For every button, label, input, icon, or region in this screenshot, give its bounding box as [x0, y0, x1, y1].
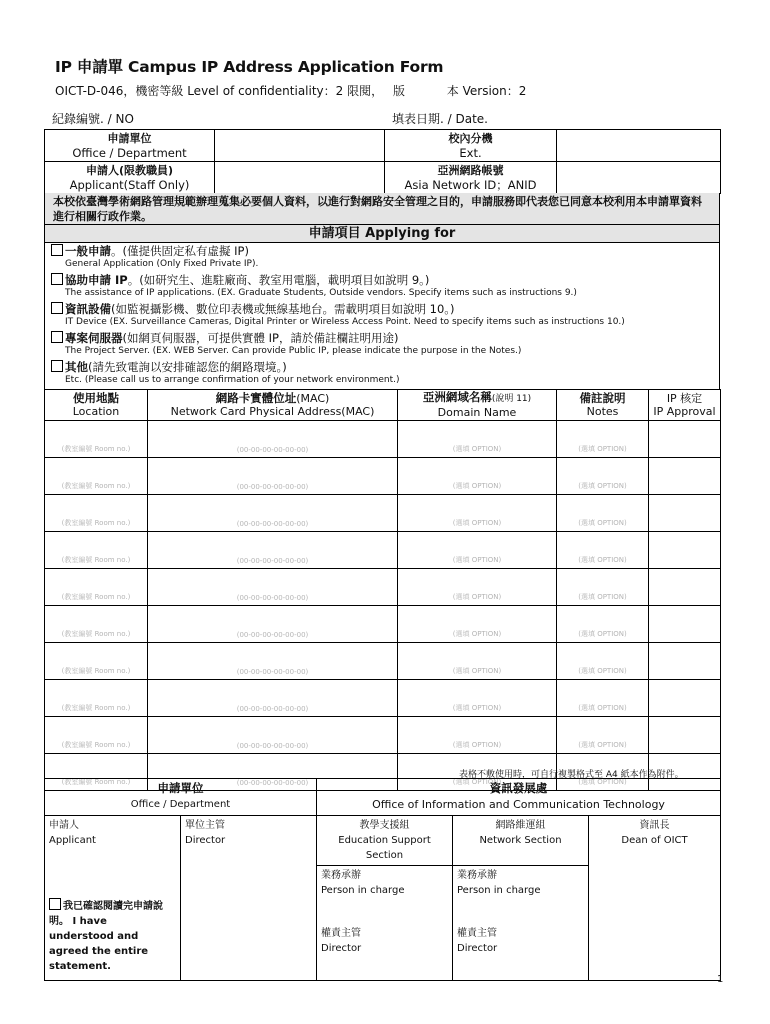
cell-location[interactable]: (教室編號 Room no.) — [45, 532, 148, 569]
anid-field[interactable] — [557, 162, 721, 194]
cell-location[interactable]: (教室編號 Room no.) — [45, 458, 148, 495]
column-header-domain: 亞洲網域名稱(說明 11) Domain Name — [398, 390, 557, 421]
dean-sign-cell[interactable]: 資訊長 Dean of OICT — [589, 816, 721, 981]
cell-mac[interactable]: (00-00-00-00-00-00) — [148, 421, 398, 458]
cell-domain[interactable]: (選填 OPTION) — [398, 643, 557, 680]
checkbox-other[interactable] — [51, 360, 63, 372]
anid-label: 亞洲網路帳號 Asia Network ID；ANID — [385, 162, 557, 194]
cell-notes[interactable]: (選填 OPTION) — [557, 458, 649, 495]
cell-approval[interactable] — [649, 495, 721, 532]
cell-mac[interactable]: (00-00-00-00-00-00) — [148, 754, 398, 791]
table-row — [45, 569, 721, 606]
device-table — [44, 389, 721, 791]
doc-code-text: OICT-D-046，機密等級 Level of confidentiality：2 限閱， — [55, 84, 384, 98]
cell-location[interactable]: (教室編號 Room no.) — [45, 421, 148, 458]
column-header-notes: 備註說明 Notes — [557, 390, 649, 421]
cell-mac[interactable]: (00-00-00-00-00-00) — [148, 717, 398, 754]
table-row — [45, 606, 721, 643]
applying-for-heading: 申請項目 Applying for — [44, 225, 720, 243]
cell-notes[interactable]: (選填 OPTION) — [557, 754, 649, 791]
unit-director-sign-cell[interactable]: 單位主管 Director — [181, 816, 317, 981]
record-number-label: 紀錄編號. / NO — [52, 112, 134, 126]
net-person-director-sign-cell[interactable]: 業務承辦 Person in charge 權責主管 Director — [453, 866, 589, 981]
cell-mac[interactable]: (00-00-00-00-00-00) — [148, 643, 398, 680]
page-number: 1 — [717, 974, 724, 985]
device-table-header — [45, 390, 721, 421]
office-department-field[interactable] — [215, 130, 385, 162]
cell-approval[interactable] — [649, 421, 721, 458]
cell-notes[interactable]: (選填 OPTION) — [557, 421, 649, 458]
cell-approval[interactable] — [649, 606, 721, 643]
agree-statement: 我已確認閱讀完申請說明。 I have understood and agreed the entire statement. — [49, 901, 163, 972]
network-section-sign-cell[interactable]: 網路維運組 Network Section — [453, 816, 589, 866]
checkbox-assist-ip[interactable] — [51, 273, 63, 285]
cell-location[interactable]: (教室編號 Room no.) — [45, 569, 148, 606]
applicant-field[interactable] — [215, 162, 385, 194]
cell-mac[interactable]: (00-00-00-00-00-00) — [148, 569, 398, 606]
cell-notes[interactable]: (選填 OPTION) — [557, 532, 649, 569]
column-header-mac: 網路卡實體位址(MAC) Network Card Physical Address(MAC) — [148, 390, 398, 421]
cell-approval[interactable] — [649, 680, 721, 717]
date-label: 填表日期. / Date. — [392, 112, 488, 126]
cell-location[interactable]: (教室編號 Room no.) — [45, 643, 148, 680]
cell-domain[interactable]: (選填 OPTION) — [398, 495, 557, 532]
cell-notes[interactable]: (選填 OPTION) — [557, 495, 649, 532]
cell-mac[interactable]: (00-00-00-00-00-00) — [148, 532, 398, 569]
option-assist-ip: 協助申請 IP。(如研究生、進駐廠商、教室用電腦，載明項目如說明 9。) The assistance of IP applications. (EX. Graduate Students, Outside vendors. Specify items such as instructions 9.) — [51, 273, 577, 299]
table-row — [45, 643, 721, 680]
applicant-info-table — [44, 129, 721, 194]
cell-domain[interactable]: (選填 OPTION) — [398, 717, 557, 754]
sign-office-header: 申請單位 Office / Department — [45, 779, 317, 816]
cell-domain[interactable]: (選填 OPTION) — [398, 680, 557, 717]
column-header-approval: IP 核定 IP Approval — [649, 390, 721, 421]
cell-notes[interactable]: (選填 OPTION) — [557, 606, 649, 643]
cell-domain[interactable]: (選填 OPTION) — [398, 458, 557, 495]
option-project-server: 專案伺服器(如網頁伺服器，可提供實體 IP，請於備註欄註明用途) The Project Server. (EX. WEB Server. Can provide Public IP, please indicate the purpose in the Notes.) — [51, 331, 521, 357]
extension-field[interactable] — [557, 130, 721, 162]
version-label: 版 — [392, 84, 405, 98]
option-it-device: 資訊設備(如監視攝影機、數位印表機或無線基地台。需載明項目如說明 10。) IT Device (EX. Surveillance Cameras, Digital Printer or Wireless Access Point. Need to specify items such as instructions 10.) — [51, 302, 625, 328]
cell-domain[interactable]: (選填 OPTION) — [398, 421, 557, 458]
edu-person-director-sign-cell[interactable]: 業務承辦 Person in charge 權責主管 Director — [317, 866, 453, 981]
checkbox-project-server[interactable] — [51, 331, 63, 343]
document-code — [55, 82, 526, 99]
cell-domain[interactable]: (選填 OPTION) — [398, 754, 557, 791]
cell-notes[interactable]: (選填 OPTION) — [557, 717, 649, 754]
cell-domain[interactable]: (選填 OPTION) — [398, 606, 557, 643]
sign-oict-header: 資訊發展處 Office of Information and Communication Technology — [317, 779, 721, 816]
education-support-sign-cell[interactable]: 教學支援組 Education Support Section — [317, 816, 453, 866]
cell-domain[interactable]: (選填 OPTION) — [398, 569, 557, 606]
table-row — [45, 532, 721, 569]
extension-label: 校內分機 Ext. — [385, 130, 557, 162]
column-header-location: 使用地點 Location — [45, 390, 148, 421]
cell-approval[interactable] — [649, 643, 721, 680]
cell-notes[interactable]: (選填 OPTION) — [557, 569, 649, 606]
cell-mac[interactable]: (00-00-00-00-00-00) — [148, 680, 398, 717]
cell-location[interactable]: (教室編號 Room no.) — [45, 495, 148, 532]
cell-mac[interactable]: (00-00-00-00-00-00) — [148, 495, 398, 532]
option-general: 一般申請。(僅提供固定私有虛擬 IP) General Application (Only Fixed Private IP). — [51, 244, 258, 270]
cell-location[interactable]: (教室編號 Room no.) — [45, 754, 148, 791]
page-title: IP 申請單 Campus IP Address Application Form — [55, 58, 444, 76]
privacy-notice: 本校依臺灣學術網路管理規範辦理蒐集必要個人資料，以進行對網路安全管理之目的，申請服務即代表您已同意本校利用本申請單資料進行相關行政作業。 — [44, 193, 720, 225]
cell-notes[interactable]: (選填 OPTION) — [557, 680, 649, 717]
version-text: 本 Version：2 — [446, 84, 527, 98]
table-row — [45, 421, 721, 458]
checkbox-general[interactable] — [51, 244, 63, 256]
table-row — [45, 680, 721, 717]
office-department-label: 申請單位 Office / Department — [45, 130, 215, 162]
cell-approval[interactable] — [649, 532, 721, 569]
agree-checkbox[interactable] — [49, 898, 61, 910]
cell-approval[interactable] — [649, 717, 721, 754]
table-row — [45, 495, 721, 532]
table-row — [45, 717, 721, 754]
cell-mac[interactable]: (00-00-00-00-00-00) — [148, 606, 398, 643]
cell-notes[interactable]: (選填 OPTION) — [557, 643, 649, 680]
approval-signature-table — [44, 778, 721, 981]
option-other: 其他(請先致電詢以安排確認您的網路環境。) Etc. (Please call us to arrange confirmation of your network environment.) — [51, 360, 400, 386]
checkbox-it-device[interactable] — [51, 302, 63, 314]
cell-location[interactable]: (教室編號 Room no.) — [45, 680, 148, 717]
cell-approval[interactable] — [649, 458, 721, 495]
cell-approval[interactable] — [649, 569, 721, 606]
cell-location[interactable]: (教室編號 Room no.) — [45, 606, 148, 643]
footnote: 表格不敷使用時，可自行複製格式至 A4 紙本作為附件。 — [459, 770, 684, 780]
applicant-sign-cell[interactable]: 申請人 Applicant 我已確認閱讀完申請說明。 I have understood and agreed the entire statement. — [45, 816, 181, 981]
applicant-label: 申請人(限教職員) Applicant(Staff Only) — [45, 162, 215, 194]
application-options — [44, 243, 720, 389]
cell-mac[interactable]: (00-00-00-00-00-00) — [148, 458, 398, 495]
cell-location[interactable]: (教室編號 Room no.) — [45, 717, 148, 754]
table-row — [45, 458, 721, 495]
cell-domain[interactable]: (選填 OPTION) — [398, 532, 557, 569]
